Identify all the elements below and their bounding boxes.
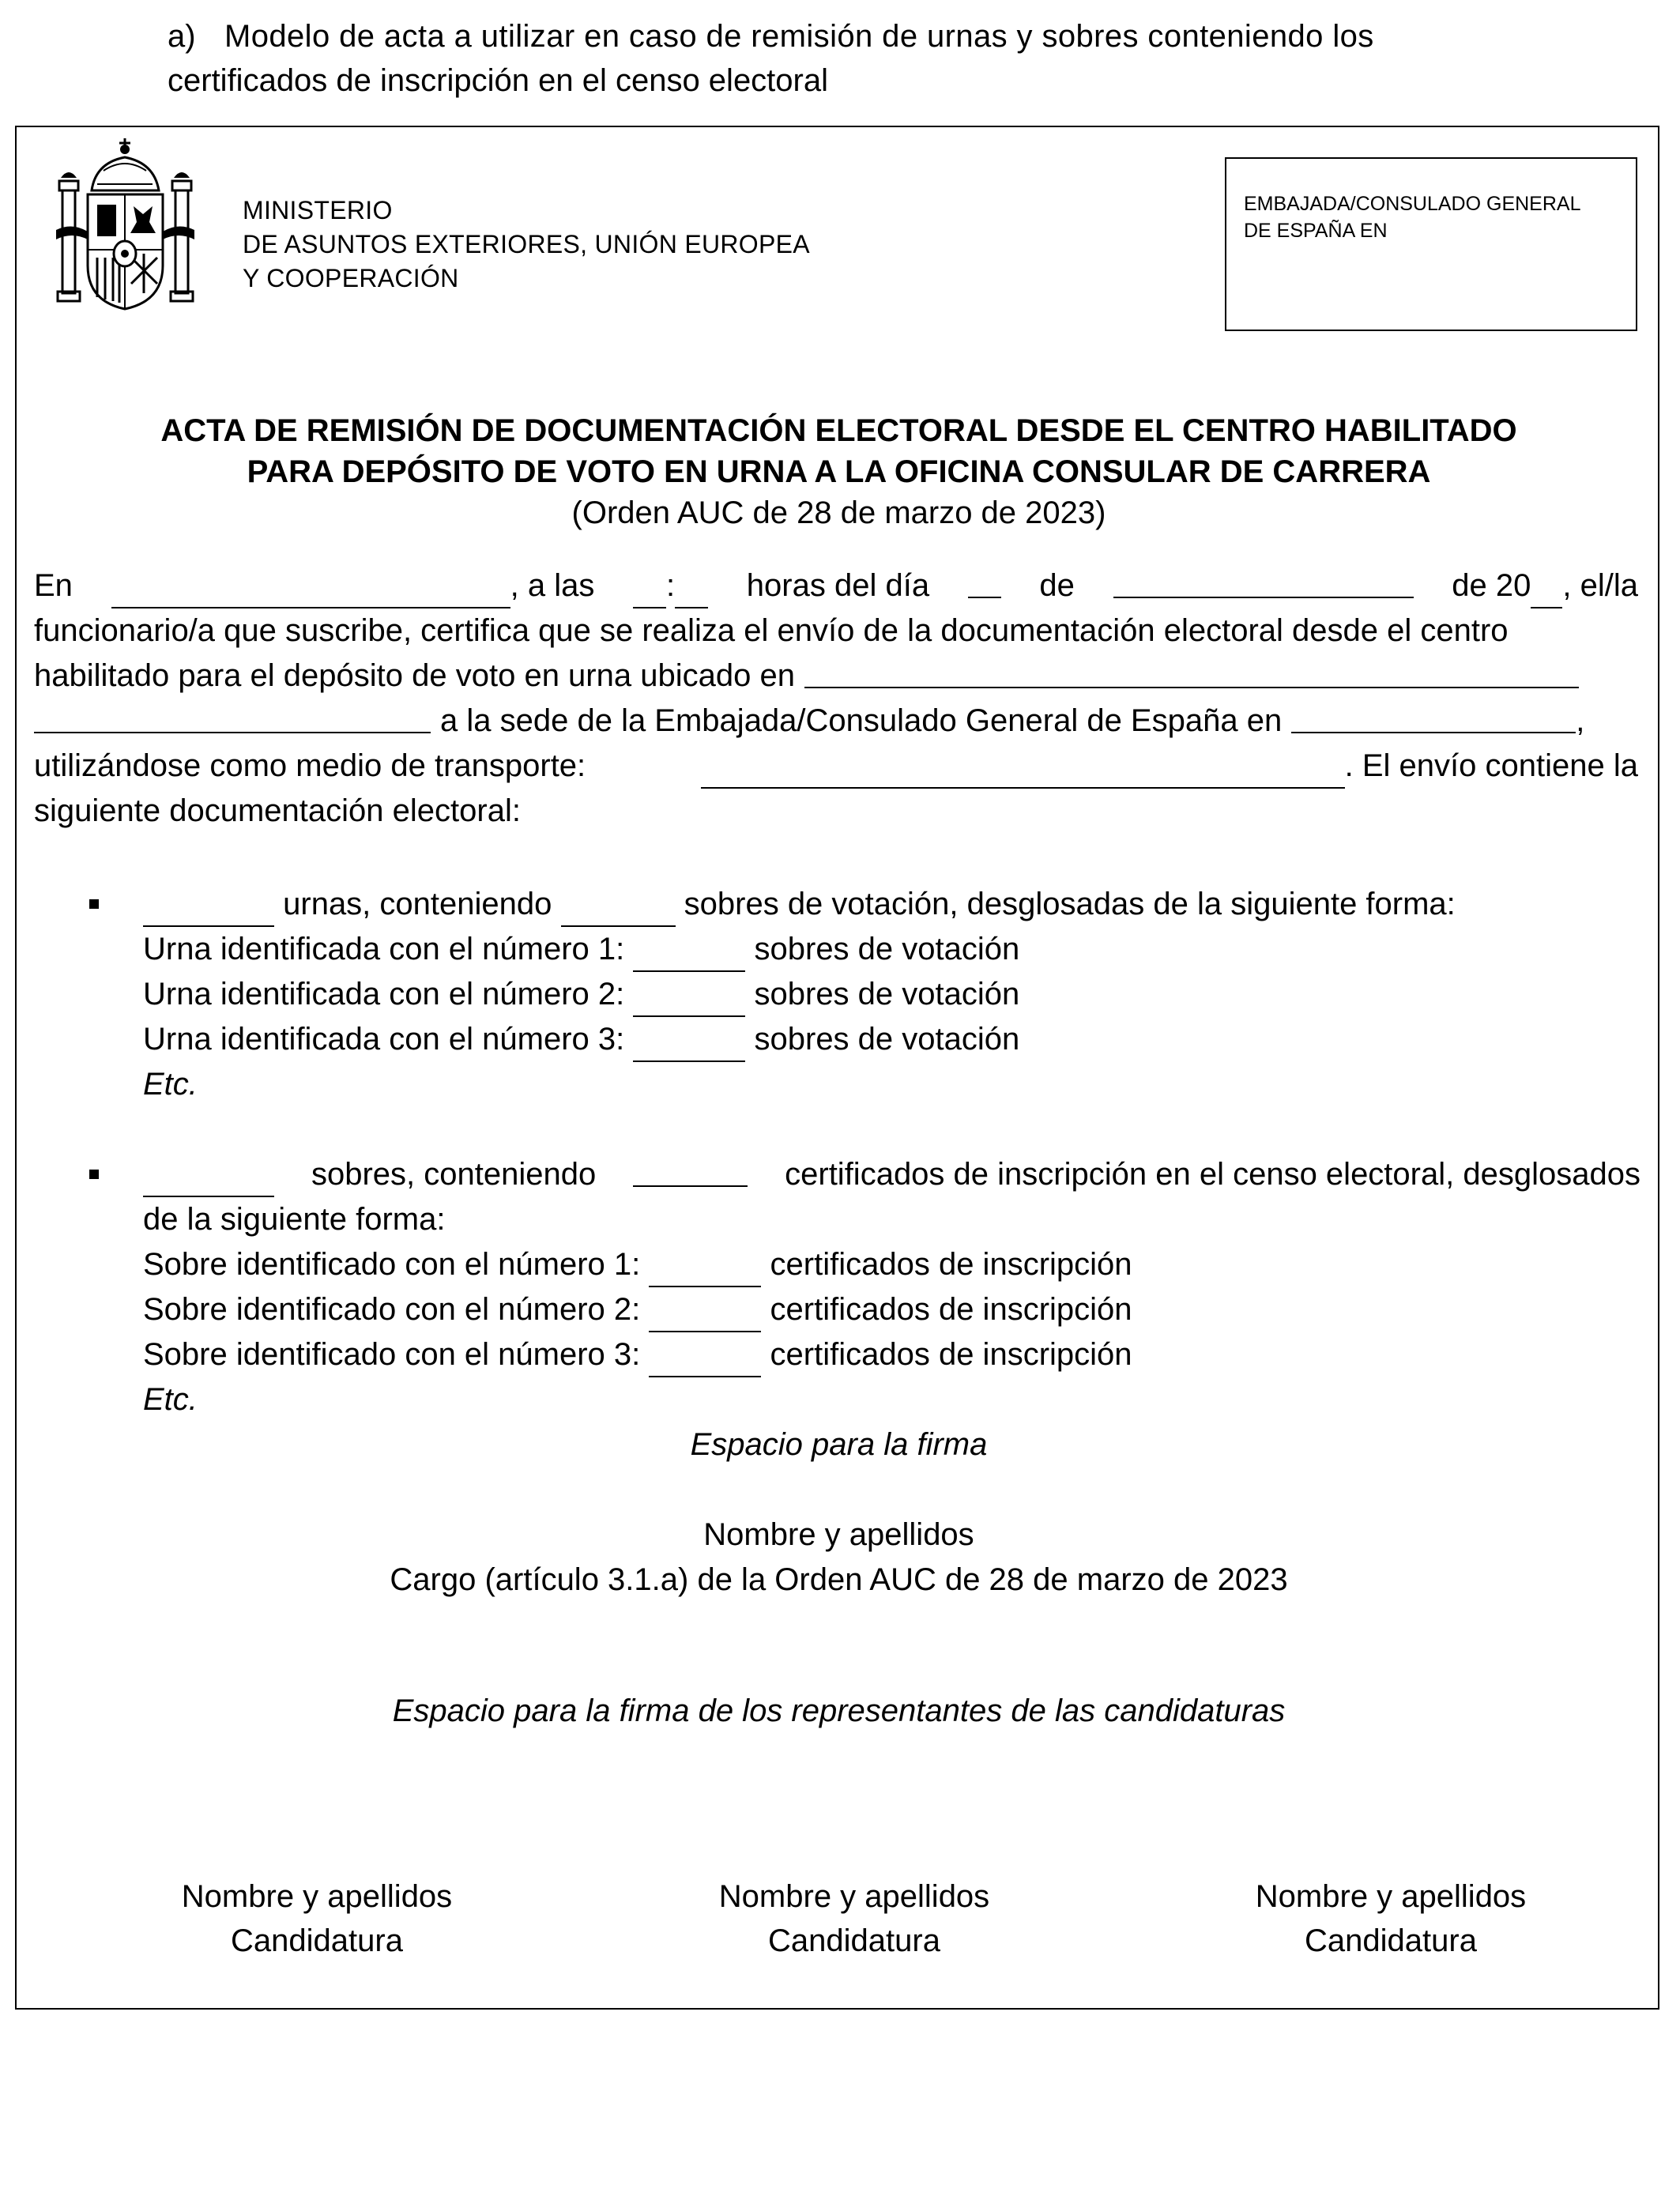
body-line-3	[34, 654, 1638, 699]
ministry-line-1: MINISTERIO	[243, 196, 393, 224]
ministry-name	[243, 194, 810, 296]
body-de: de	[1039, 568, 1075, 603]
body-el-la: , el/la	[1562, 568, 1638, 603]
blank-location	[804, 654, 1579, 688]
spain-coat-of-arms-icon	[56, 135, 194, 317]
blank-place	[111, 574, 510, 608]
blank-urna-3	[633, 1027, 745, 1062]
blank-urna-1	[633, 937, 745, 972]
blank-sobres-total	[143, 1162, 274, 1197]
document-title	[17, 410, 1661, 492]
body-envio: . El envío contiene la	[1344, 748, 1638, 783]
blank-sobres-count	[561, 892, 676, 927]
urna-row-1-suffix: sobres de votación	[754, 932, 1020, 966]
candidate-3-name: Nombre y apellidos	[1255, 1879, 1527, 1914]
ministry-line-3: Y COOPERACIÓN	[243, 264, 459, 292]
sobres-lead-c: de la siguiente forma:	[143, 1202, 446, 1237]
body-de20: de 20	[1452, 568, 1531, 603]
urna-row-2-label: Urna identificada con el número 2:	[143, 977, 625, 1012]
candidate-1-name: Nombre y apellidos	[181, 1879, 453, 1914]
blank-urna-2	[633, 982, 745, 1017]
urnas-lead-a: urnas, conteniendo	[283, 887, 552, 921]
sobre-row-3-suffix: certificados de inscripción	[770, 1337, 1132, 1372]
sobres-etc: Etc.	[143, 1382, 198, 1417]
urna-row-1	[143, 927, 1019, 972]
blank-sobre-2	[649, 1298, 761, 1332]
urnas-etc: Etc.	[143, 1067, 198, 1102]
ministry-line-2: DE ASUNTOS EXTERIORES, UNIÓN EUROPEA	[243, 230, 810, 258]
intro-line-2: certificados de inscripción en el censo electoral	[168, 63, 828, 98]
sobre-row-2	[143, 1287, 1132, 1332]
title-line-2: PARA DEPÓSITO DE VOTO EN URNA A LA OFICINA CONSULAR DE CARRERA	[247, 454, 1431, 489]
candidate-3-label: Candidatura	[1305, 1923, 1477, 1958]
body-line-2: funcionario/a que suscribe, certifica que se realiza el envío de la documentación electoral desde el centro	[34, 613, 1509, 648]
blank-minute	[675, 574, 708, 608]
body-en: En	[34, 568, 73, 603]
representatives-space: Espacio para la firma de los representantes de las candidaturas	[392, 1693, 1286, 1728]
embassy-line-2: DE ESPAÑA EN	[1244, 220, 1388, 242]
sobre-row-1-suffix: certificados de inscripción	[770, 1247, 1132, 1282]
document-frame	[15, 126, 1659, 2010]
blank-sobre-3	[649, 1343, 761, 1377]
candidate-1-label: Candidatura	[231, 1923, 403, 1958]
candidate-2	[633, 1874, 1075, 1963]
urna-row-2-suffix: sobres de votación	[754, 977, 1020, 1012]
candidate-1	[96, 1874, 538, 1963]
blank-certificados-count	[633, 1152, 748, 1187]
blank-month	[1113, 563, 1414, 598]
signature-name: Nombre y apellidos	[703, 1517, 974, 1552]
blank-hour	[633, 574, 666, 608]
sobre-row-2-suffix: certificados de inscripción	[770, 1292, 1132, 1327]
body-line-5	[34, 744, 1638, 789]
sobre-row-3	[143, 1332, 1132, 1377]
sobres-lead-a: sobres, conteniendo	[311, 1157, 597, 1192]
candidate-2-label: Candidatura	[768, 1923, 940, 1958]
intro-heading	[168, 14, 1511, 103]
candidate-3	[1170, 1874, 1612, 1963]
body-alas: , a las	[510, 568, 595, 603]
blank-sobre-1	[649, 1253, 761, 1287]
blank-day	[968, 563, 1001, 598]
intro-marker: a)	[168, 19, 196, 54]
urna-row-3	[143, 1017, 1019, 1062]
sobre-row-3-label: Sobre identificado con el número 3:	[143, 1337, 641, 1372]
sobres-lead-b: certificados de inscripción en el censo electoral, desglosados	[785, 1157, 1640, 1192]
urna-row-2	[143, 972, 1019, 1017]
signature-space: Espacio para la firma	[690, 1427, 988, 1462]
blank-location-2	[34, 699, 431, 733]
embassy-line-1: EMBAJADA/CONSULADO GENERAL	[1244, 193, 1581, 215]
order-reference: (Orden AUC de 28 de marzo de 2023)	[571, 495, 1106, 530]
candidate-2-name: Nombre y apellidos	[718, 1879, 990, 1914]
sobre-row-1	[143, 1242, 1132, 1287]
sobre-row-2-label: Sobre identificado con el número 2:	[143, 1292, 641, 1327]
urnas-lead	[143, 882, 1456, 927]
signature-cargo: Cargo (artículo 3.1.a) de la Orden AUC de 28 de marzo de 2023	[390, 1562, 1288, 1597]
blank-urnas-count	[143, 892, 274, 927]
bullet-icon	[89, 899, 99, 909]
body-line-4	[34, 699, 1638, 744]
intro-line-1: Modelo de acta a utilizar en caso de remisión de urnas y sobres conteniendo los	[224, 19, 1374, 54]
title-line-1: ACTA DE REMISIÓN DE DOCUMENTACIÓN ELECTORAL DESDE EL CENTRO HABILITADO	[160, 413, 1517, 448]
sobres-lead	[143, 1152, 1640, 1197]
body-horas: horas del día	[746, 568, 930, 603]
body-colon: :	[666, 568, 676, 603]
body-transporte: utilizándose como medio de transporte:	[34, 748, 586, 783]
urna-row-1-label: Urna identificada con el número 1:	[143, 932, 625, 966]
body-paragraph	[34, 563, 1638, 834]
embassy-box	[1225, 157, 1637, 331]
urna-row-3-label: Urna identificada con el número 3:	[143, 1022, 625, 1057]
body-line-1	[34, 563, 1638, 608]
body-comma: ,	[1576, 703, 1585, 738]
bullet-icon	[89, 1170, 99, 1179]
blank-city	[1291, 699, 1576, 733]
urnas-lead-b: sobres de votación, desglosadas de la siguiente forma:	[684, 887, 1456, 921]
urna-row-3-suffix: sobres de votación	[754, 1022, 1020, 1057]
sobre-row-1-label: Sobre identificado con el número 1:	[143, 1247, 641, 1282]
body-sede: a la sede de la Embajada/Consulado General de España en	[440, 703, 1283, 738]
blank-year	[1531, 574, 1562, 608]
body-habilitado: habilitado para el depósito de voto en urna ubicado en	[34, 658, 795, 693]
blank-transport	[701, 754, 1345, 789]
body-line-6: siguiente documentación electoral:	[34, 793, 521, 828]
